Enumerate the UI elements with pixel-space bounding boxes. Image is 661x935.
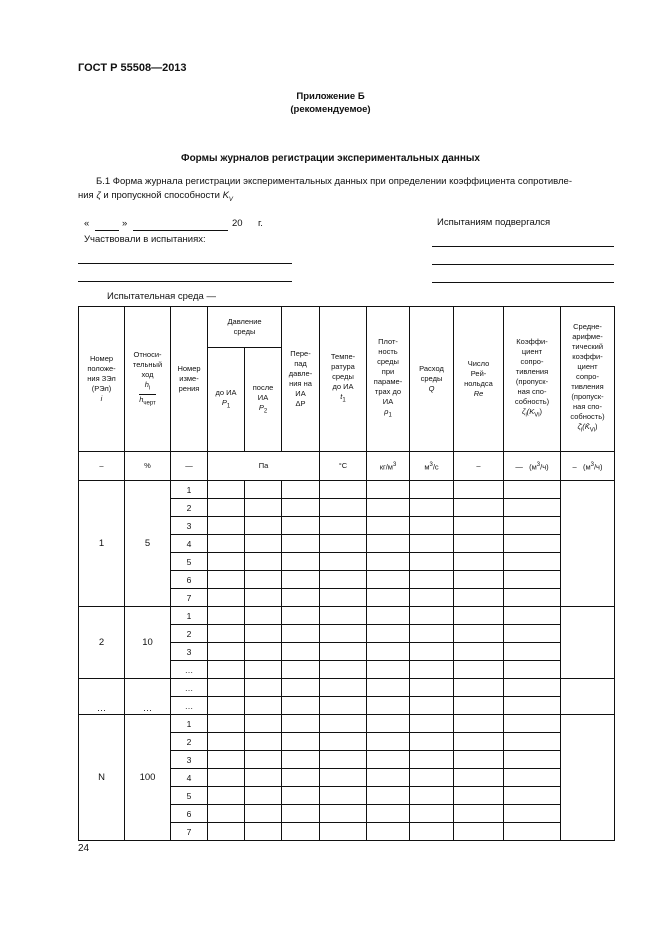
average-cell <box>561 481 615 607</box>
data-cell <box>454 481 504 499</box>
data-cell <box>282 553 320 571</box>
measurement-cell: 3 <box>171 751 208 769</box>
measurement-cell: 7 <box>171 589 208 607</box>
data-cell <box>282 643 320 661</box>
data-cell <box>208 517 245 535</box>
data-cell <box>245 697 282 715</box>
data-cell <box>410 607 454 625</box>
data-cell <box>367 769 410 787</box>
data-cell <box>504 625 561 643</box>
unit-temperature: °С <box>320 452 367 481</box>
unit-flow: $м^3/с$ <box>410 452 454 481</box>
data-cell <box>208 697 245 715</box>
data-cell <box>282 625 320 643</box>
data-cell <box>208 661 245 679</box>
data-cell <box>410 697 454 715</box>
measurement-cell: 3 <box>171 643 208 661</box>
data-cell <box>454 517 504 535</box>
data-cell <box>282 535 320 553</box>
relative-travel-cell: … <box>125 679 171 715</box>
data-cell <box>282 715 320 733</box>
data-cell <box>320 805 367 823</box>
data-cell <box>504 517 561 535</box>
data-cell <box>504 769 561 787</box>
data-cell <box>504 787 561 805</box>
data-cell <box>320 589 367 607</box>
data-cell <box>367 697 410 715</box>
kv-subscript: V <box>228 196 233 203</box>
data-cell <box>282 787 320 805</box>
data-cell <box>454 787 504 805</box>
data-cell <box>367 553 410 571</box>
data-cell <box>282 607 320 625</box>
data-cell <box>282 733 320 751</box>
table-row <box>79 679 615 697</box>
unit-coefficient: — $(м^3/ч)$ <box>504 452 561 481</box>
data-cell <box>245 481 282 499</box>
data-cell <box>410 535 454 553</box>
section-title: Формы журналов регистрации экспериментальных данных <box>181 153 480 164</box>
data-cell <box>410 805 454 823</box>
data-cell <box>208 481 245 499</box>
data-cell <box>410 733 454 751</box>
data-cell <box>504 607 561 625</box>
data-cell <box>245 787 282 805</box>
data-cell <box>410 769 454 787</box>
data-cell <box>504 643 561 661</box>
position-cell: N <box>79 715 125 841</box>
paragraph-line-1: Б.1 Форма журнала регистрации экспериментальных данных при определении коэффициента сопротивле- <box>96 176 572 187</box>
data-cell <box>454 661 504 679</box>
year-suffix: г. <box>258 218 263 229</box>
data-cell <box>454 553 504 571</box>
table-row <box>79 607 615 625</box>
data-cell <box>245 715 282 733</box>
data-cell <box>282 751 320 769</box>
header-temperature: Темпе- ратура среды до ИА $t_1$ <box>320 307 367 452</box>
data-cell <box>320 823 367 841</box>
data-cell <box>208 625 245 643</box>
data-cell <box>367 823 410 841</box>
data-cell <box>245 571 282 589</box>
data-cell <box>245 499 282 517</box>
data-cell <box>410 715 454 733</box>
measurement-cell: … <box>171 697 208 715</box>
measurement-cell: 7 <box>171 823 208 841</box>
measurement-cell: … <box>171 679 208 697</box>
data-cell <box>367 589 410 607</box>
data-cell <box>282 481 320 499</box>
header-pressure-before: до ИА $P_1$ <box>208 348 245 452</box>
zeta-symbol: ζ <box>96 190 101 201</box>
data-cell <box>245 733 282 751</box>
data-cell <box>282 517 320 535</box>
data-cell <box>367 751 410 769</box>
data-cell <box>320 787 367 805</box>
data-cell <box>504 661 561 679</box>
data-cell <box>454 733 504 751</box>
data-cell <box>504 697 561 715</box>
data-cell <box>504 571 561 589</box>
relative-travel-cell: 5 <box>125 481 171 607</box>
data-cell <box>320 553 367 571</box>
log-table <box>78 306 615 841</box>
position-cell: … <box>79 679 125 715</box>
data-cell <box>245 589 282 607</box>
measurement-cell: 1 <box>171 607 208 625</box>
page-number: 24 <box>78 843 90 854</box>
data-cell <box>504 823 561 841</box>
data-cell <box>208 733 245 751</box>
measurement-cell: 2 <box>171 499 208 517</box>
data-cell <box>367 481 410 499</box>
data-cell <box>245 625 282 643</box>
data-cell <box>504 553 561 571</box>
data-cell <box>320 715 367 733</box>
data-cell <box>282 571 320 589</box>
header-relative-travel: Относи- тельный ход $\frac{h_i}{h_{черт}}$ <box>125 307 171 452</box>
data-cell <box>410 499 454 517</box>
data-cell <box>320 661 367 679</box>
unit-relative: % <box>125 452 171 481</box>
data-cell <box>320 607 367 625</box>
data-cell <box>208 751 245 769</box>
data-cell <box>245 535 282 553</box>
data-cell <box>367 517 410 535</box>
data-cell <box>504 805 561 823</box>
data-cell <box>208 805 245 823</box>
data-cell <box>454 643 504 661</box>
measurement-cell: 5 <box>171 787 208 805</box>
tested-line-1 <box>432 246 614 247</box>
data-cell <box>410 553 454 571</box>
data-cell <box>504 733 561 751</box>
data-cell <box>367 643 410 661</box>
data-cell <box>454 805 504 823</box>
data-cell <box>282 661 320 679</box>
data-cell <box>410 589 454 607</box>
date-day-line <box>95 230 119 231</box>
data-cell <box>320 679 367 697</box>
data-cell <box>410 679 454 697</box>
measurement-cell: 1 <box>171 481 208 499</box>
data-cell <box>410 517 454 535</box>
header-measurement: Номер изме- рения <box>171 307 208 452</box>
relative-travel-cell: 10 <box>125 607 171 679</box>
data-cell <box>454 499 504 517</box>
data-cell <box>320 643 367 661</box>
data-cell <box>454 715 504 733</box>
data-cell <box>208 499 245 517</box>
date-close-quote: » <box>122 218 128 229</box>
header-average-coefficient: Средне- арифме- тический коэффи- циент сопро- тивления (пропуск- ная спо- собность) $\zetā_i(K̄_{Vi})$ <box>561 307 615 452</box>
data-cell <box>504 751 561 769</box>
data-cell <box>367 679 410 697</box>
intro-paragraph <box>78 175 618 207</box>
measurement-cell: 4 <box>171 769 208 787</box>
measurement-cell: 6 <box>171 571 208 589</box>
kv-symbol: K <box>222 190 229 201</box>
data-cell <box>320 481 367 499</box>
data-cell <box>410 481 454 499</box>
participants-label: Участвовали в испытаниях: <box>84 234 206 245</box>
data-cell <box>208 643 245 661</box>
unit-average: – $(м^3/ч)$ <box>561 452 615 481</box>
standard-code: ГОСТ Р 55508—2013 <box>78 62 187 74</box>
data-cell <box>410 787 454 805</box>
data-cell <box>282 823 320 841</box>
data-cell <box>245 553 282 571</box>
tested-label: Испытаниям подвергался <box>437 217 551 228</box>
data-cell <box>245 661 282 679</box>
measurement-cell: 5 <box>171 553 208 571</box>
data-cell <box>245 823 282 841</box>
data-cell <box>208 535 245 553</box>
data-cell <box>367 571 410 589</box>
data-cell <box>320 499 367 517</box>
measurement-cell: … <box>171 661 208 679</box>
data-cell <box>410 571 454 589</box>
unit-pressure: Па <box>208 452 320 481</box>
data-cell <box>320 733 367 751</box>
header-reynolds: Число Рей- нольдса Re <box>454 307 504 452</box>
data-cell <box>208 553 245 571</box>
data-cell <box>504 535 561 553</box>
data-cell <box>454 625 504 643</box>
unit-position: – <box>79 452 125 481</box>
data-cell <box>367 805 410 823</box>
data-cell <box>282 805 320 823</box>
data-cell <box>320 697 367 715</box>
data-cell <box>454 697 504 715</box>
data-cell <box>410 751 454 769</box>
data-cell <box>504 715 561 733</box>
position-cell: 1 <box>79 481 125 607</box>
measurement-cell: 2 <box>171 625 208 643</box>
data-cell <box>367 535 410 553</box>
units-row <box>79 452 615 481</box>
data-cell <box>454 535 504 553</box>
data-cell <box>454 823 504 841</box>
appendix-title: Приложение Б <box>296 91 365 102</box>
tested-line-3 <box>432 282 614 283</box>
year-prefix: 20 <box>232 218 243 229</box>
data-cell <box>504 499 561 517</box>
data-cell <box>454 679 504 697</box>
data-cell <box>367 499 410 517</box>
data-cell <box>282 697 320 715</box>
table-row <box>79 715 615 733</box>
paragraph-text-b: и пропускной способности <box>100 190 223 201</box>
measurement-cell: 3 <box>171 517 208 535</box>
appendix-subtitle: (рекомендуемое) <box>290 104 371 115</box>
paragraph-line-2 <box>78 189 618 207</box>
data-cell <box>367 715 410 733</box>
data-cell <box>504 679 561 697</box>
data-cell <box>282 769 320 787</box>
data-cell <box>208 589 245 607</box>
participant-line-1 <box>78 263 292 264</box>
data-cell <box>367 787 410 805</box>
data-cell <box>367 733 410 751</box>
data-cell <box>454 607 504 625</box>
data-cell <box>320 535 367 553</box>
medium-label: Испытательная среда — <box>107 291 216 302</box>
date-month-line <box>133 230 228 231</box>
data-cell <box>208 769 245 787</box>
unit-density: $кг/м^3$ <box>367 452 410 481</box>
header-pressure-drop: Пере- пад давле- ния на ИА ΔP <box>282 307 320 452</box>
data-cell <box>208 679 245 697</box>
data-cell <box>208 823 245 841</box>
participant-line-2 <box>78 281 292 282</box>
unit-reynolds: – <box>454 452 504 481</box>
data-cell <box>245 769 282 787</box>
data-cell <box>367 607 410 625</box>
data-cell <box>245 751 282 769</box>
average-cell <box>561 607 615 679</box>
data-cell <box>320 625 367 643</box>
header-flow: Расход среды Q <box>410 307 454 452</box>
data-cell <box>320 769 367 787</box>
tested-line-2 <box>432 264 614 265</box>
data-cell <box>282 679 320 697</box>
data-cell <box>454 751 504 769</box>
data-cell <box>282 499 320 517</box>
unit-measurement: — <box>171 452 208 481</box>
average-cell <box>561 715 615 841</box>
travel-fraction: $\frac{h_i}{h_{черт}}$ <box>139 380 156 406</box>
data-cell <box>208 715 245 733</box>
data-cell <box>282 589 320 607</box>
header-density: Плот- ность среды при параме- трах до ИА $\rho_1$ <box>367 307 410 452</box>
header-pressure: Давление среды <box>208 307 282 348</box>
header-position: Номер положе- ния ЗЭл (РЭл) i <box>79 307 125 452</box>
measurement-cell: 6 <box>171 805 208 823</box>
data-cell <box>245 679 282 697</box>
date-open-quote: « <box>84 218 90 229</box>
data-cell <box>245 805 282 823</box>
table-row <box>79 481 615 499</box>
measurement-cell: 2 <box>171 733 208 751</box>
data-cell <box>410 823 454 841</box>
relative-travel-cell: 100 <box>125 715 171 841</box>
data-cell <box>320 751 367 769</box>
data-cell <box>367 661 410 679</box>
paragraph-text-a: ния <box>78 190 97 201</box>
data-cell <box>208 787 245 805</box>
data-cell <box>208 571 245 589</box>
data-cell <box>320 517 367 535</box>
data-cell <box>504 481 561 499</box>
data-cell <box>245 607 282 625</box>
measurement-cell: 1 <box>171 715 208 733</box>
measurement-cell: 4 <box>171 535 208 553</box>
data-cell <box>454 589 504 607</box>
data-cell <box>504 589 561 607</box>
data-cell <box>245 643 282 661</box>
data-cell <box>410 643 454 661</box>
position-cell: 2 <box>79 607 125 679</box>
data-cell <box>454 769 504 787</box>
data-cell <box>410 625 454 643</box>
data-cell <box>367 625 410 643</box>
data-cell <box>208 607 245 625</box>
data-cell <box>410 661 454 679</box>
header-coefficient: Коэффи- циент сопро- тивления (пропуск- ная спо- собность) $\zeta_i(K_{Vi})$ <box>504 307 561 452</box>
data-cell <box>245 517 282 535</box>
header-pressure-after: после ИА $P_2$ <box>245 348 282 452</box>
data-cell <box>454 571 504 589</box>
average-cell <box>561 679 615 715</box>
data-cell <box>320 571 367 589</box>
